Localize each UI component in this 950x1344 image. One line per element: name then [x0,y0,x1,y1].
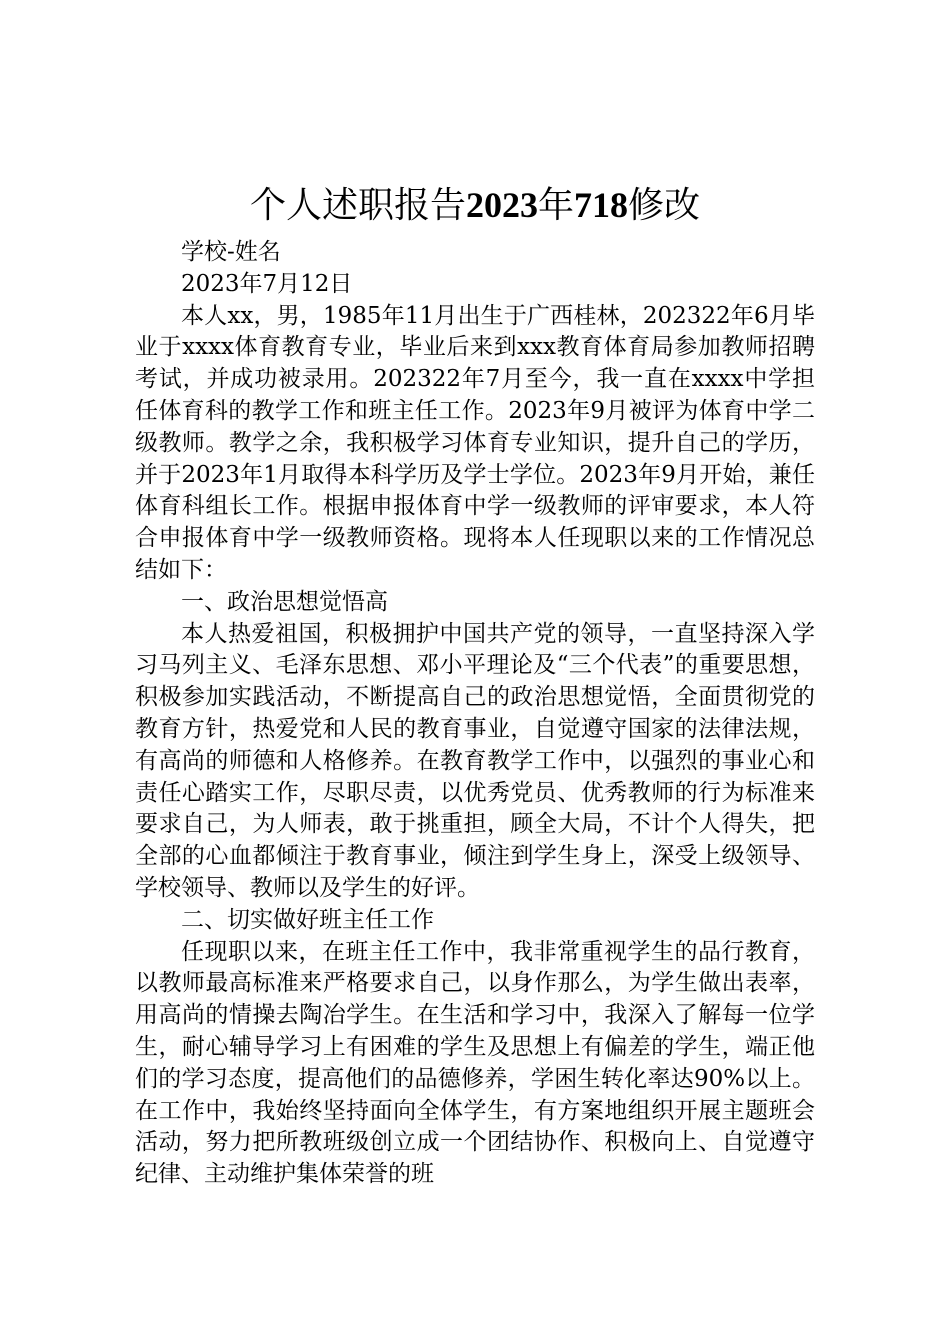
document-title [0,180,950,231]
title-part: 个人述职报告 [249,185,466,226]
body-paragraph: 任现职以来，在班主任工作中，我非常重视学生的品行教育，以教师最高标准来严格要求自己，以身作那么，为学生做出表率，用高尚的情操去陶冶学生。在生活和学习中，我深入了解每一位学生，耐心辅导学习上有困难的学生及思想上有偏差的学生，端正他们的学习态度，提高他们的品德修养，学困生转化率达90%以上。在工作中，我始终坚持面向全体学生，有方案地组织开展主题班会活动，努力把所教班级创立成一个团结协作、积极向上、自觉遵守纪律、主动维护集体荣誉的班 [135,938,815,1188]
title-part: 2023 [465,185,538,225]
body-paragraph: 本人xx，男，1985年11月出生于广西桂林，202322年6月毕业于xxxx体育教育专业，毕业后来到xxx教育体育局参加教师招聘考试，并成功被录用。202322年7月至今，我一直在xxxx中学担任体育科的教学工作和班主任工作。2023年9月被评为体育中学二级教师。教学之余，我积极学习体育专业知识，提升自己的学历，并于2023年1月取得本科学历及学士学位。2023年9月开始，兼任体育科组长工作。根据申报体育中学一级教师的评审要求，本人符合申报体育中学一级教师资格。现将本人任现职以来的工作情况总结如下： [135,302,815,583]
section-heading: 一、政治思想觉悟高 [181,588,388,615]
document-body [135,237,815,1191]
title-part: 修改 [628,185,701,226]
title-part: 718 [574,185,628,225]
body-paragraph: 本人热爱祖国，积极拥护中国共产党的领导，一直坚持深入学习马列主义、毛泽东思想、邓小平理论及“三个代表”的重要思想，积极参加实践活动，不断提高自己的政治思想觉悟，全面贯彻党的教育方针，热爱党和人民的教育事业，自觉遵守国家的法律法规，有高尚的师德和人格修养。在教育教学工作中，以强烈的事业心和责任心踏实工作，尽职尽责，以优秀党员、优秀教师的行为标准来要求自己，为人师表，敢于挑重担，顾全大局，不计个人得失，把全部的心血都倾注于教育事业，倾注到学生身上，深受上级领导、学校领导、教师以及学生的好评。 [135,620,815,901]
date-line: 2023年7月12日 [181,270,353,297]
author-line: 学校-姓名 [181,239,281,265]
section-heading: 二、切实做好班主任工作 [181,906,434,933]
title-part: 年 [537,185,574,226]
